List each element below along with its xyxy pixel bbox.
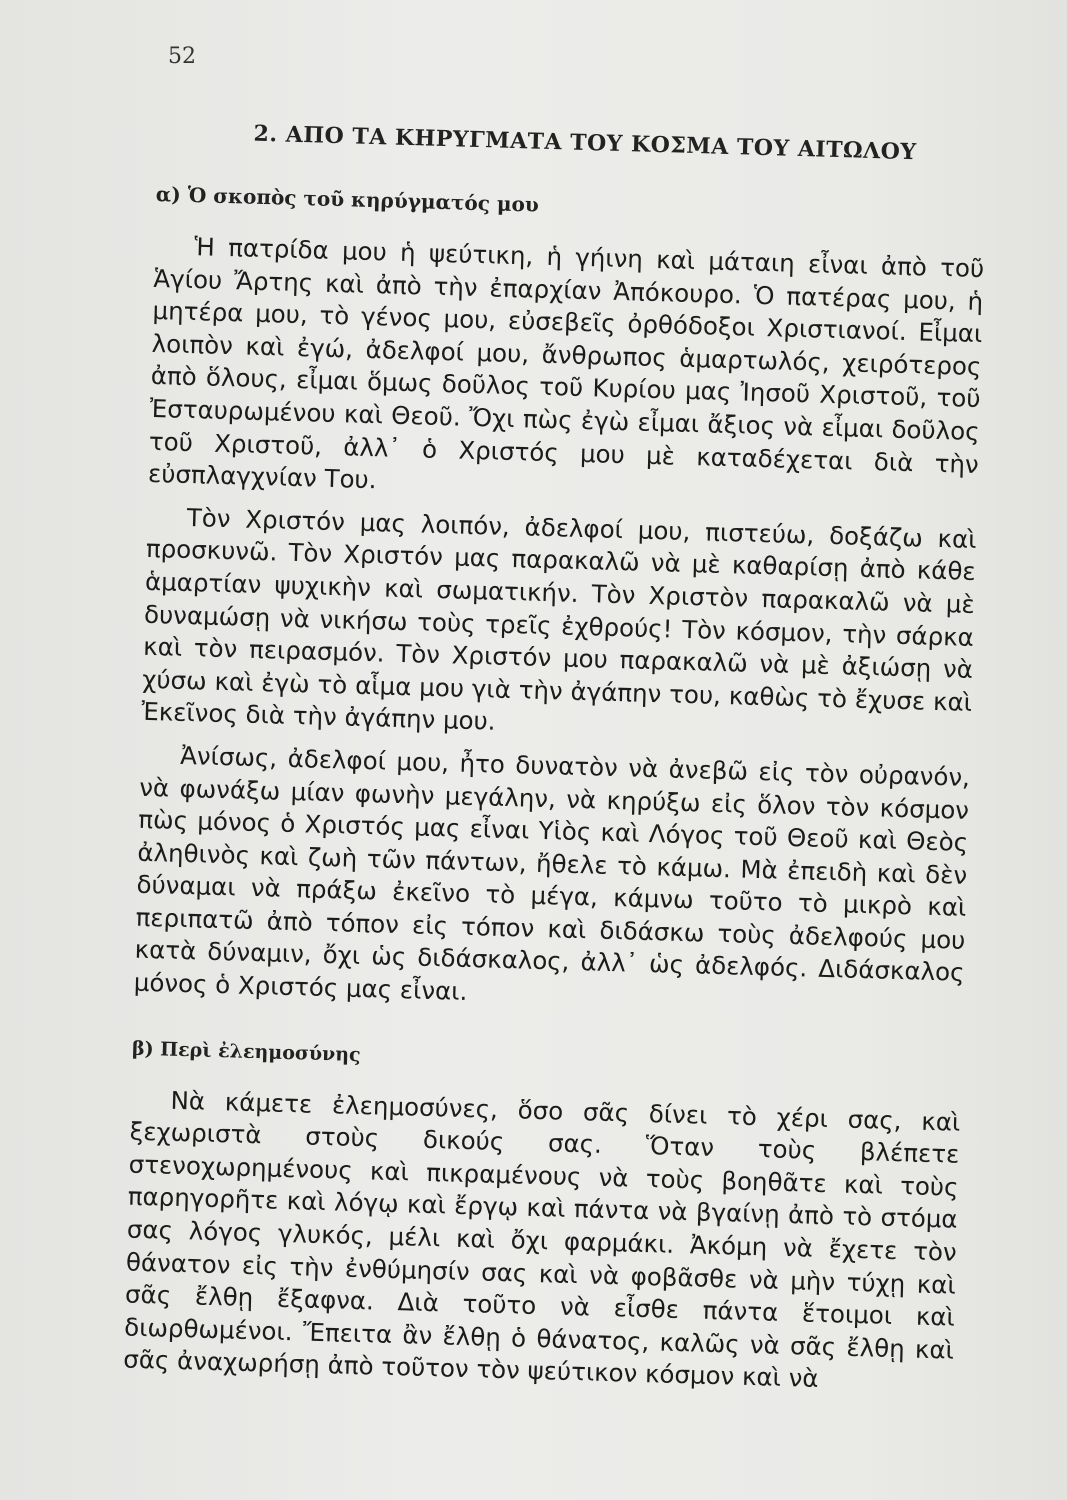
paragraph: Ἀνίσως, ἀδελφοί μου, ἦτο δυνατὸν νὰ ἀνεβῶ εἰς τὸν οὐρανόν, νὰ φωνάξω μίαν φωνὴν μεγάλην, νὰ κηρύξω εἰς ὅλον τὸν κόσμον πὼς μόνος ὁ Χριστός μας εἶναι Υἱὸς καὶ Λόγος τοῦ Θεοῦ καὶ Θεὸς ἀληθινὸς καὶ ζωὴ τῶν πάντων, ἤθελε τὸ κάμω. Μὰ ἐπειδὴ καὶ δὲν δύναμαι νὰ πράξω ἐκεῖνο τὸ μέγα, κάμνω τοῦτο τὸ μικρὸ καὶ περιπατῶ ἀπὸ τόπον εἰς τόπον καὶ διδάσκω τοὺς ἀδελφούς μου κατὰ δύναμιν, ὄχι ὡς διδάσκαλος, ἀλλ᾽ ὡς ἀδελφός. Διδάσκαλος μόνος ὁ Χριστός μας εἶναι. [133,740,971,1007]
section-on-almsgiving [123,1037,962,1399]
paragraph: Τὸν Χριστόν μας λοιπόν, ἀδελφοί μου, πιστεύω, δοξάζω καὶ προσκυνῶ. Τὸν Χριστόν μας παρακαλῶ νὰ μὲ καθαρίσῃ ἀπὸ κάθε ἁμαρτίαν ψυχικὴν καὶ σωματικήν. Τὸν Χριστὸν παρακαλῶ νὰ μὲ δυναμώσῃ νὰ νικήσω τοὺς τρεῖς ἐχθρούς! Τὸν κόσμον, τὴν σάρκα καὶ τὸν πειρασμόν. Τὸν Χριστόν μου παρακαλῶ νὰ μὲ ἀξιώσῃ νὰ χύσω καὶ ἐγὼ τὸ αἷμα μου γιὰ τὴν ἀγάπην του, καθὼς τὸ ἔχυσε καὶ Ἐκεῖνος διὰ τὴν ἀγάπην μου. [141,502,977,736]
section-purpose-of-preaching [133,182,986,1023]
section-title: α) Ὁ σκοπὸς τοῦ κηρύγματός μου [155,181,540,217]
paragraph: Νὰ κάμετε ἐλεημοσύνες, ὅσο σᾶς δίνει τὸ χέρι σας, καὶ ξεχωριστὰ στοὺς δικούς σας. Ὅταν τοὺς βλέπετε στενοχωρημένους καὶ πικραμένους νὰ τοὺς βοηθᾶτε καὶ τοὺς παρηγορῆτε καὶ λόγῳ καὶ ἔργῳ καὶ πάντα νὰ βγαίνῃ ἀπὸ τὸ στόμα σας λόγος γλυκός, μέλι καὶ ὄχι φαρμάκι. Ἀκόμη νὰ ἔχετε τὸν θάνατον εἰς τὴν ἐνθύμησίν σας καὶ νὰ φοβᾶσθε νὰ μὴν τύχῃ καὶ σᾶς ἔλθῃ ἔξαφνα. Διὰ τοῦτο νὰ εἶσθε πάντα ἕτοιμοι καὶ διωρθωμένοι. Ἔπειτα ἂν ἔλθῃ ὁ θάνατος, καλῶς νὰ σᾶς ἔλθῃ καὶ σᾶς ἀναχωρήσῃ ἀπὸ τοῦτον τὸν ψεύτικον κόσμον καὶ νὰ [122,1085,961,1394]
paragraph: Ἡ πατρίδα μου ἡ ψεύτικη, ἡ γήινη καὶ μάταιη εἶναι ἀπὸ τοῦ Ἁγίου Ἄρτης καὶ ἀπὸ τὴν ἐπαρχίαν Ἀπόκουρο. Ὁ πατέρας μου, ἡ μητέρα μου, τὸ γένος μου, εὐσεβεῖς ὀρθόδοξοι Χριστιανοί. Εἶμαι λοιπὸν καὶ ἐγώ, ἀδελφοί μου, ἄνθρωπος ἁμαρτωλός, χειρότερος ἀπὸ ὅλους, εἶμαι ὅμως δοῦλος τοῦ Κυρίου μας Ἰησοῦ Χριστοῦ, τοῦ Ἐσταυρωμένου καὶ Θεοῦ. Ὄχι πὼς ἐγὼ εἶμαι ἄξιος νὰ εἶμαι δοῦλος τοῦ Χριστοῦ, ἀλλ᾽ ὁ Χριστός μου μὲ καταδέχεται διὰ τὴν εὐσπλαγχνίαν Του. [147,232,985,495]
page-number: 52 [168,44,196,69]
chapter-title: 2. ΑΠΟ ΤΑ ΚΗΡΥΓΜΑΤΑ ΤΟΥ ΚΟΣΜΑ ΤΟΥ ΑΙΤΩΛΟΥ [253,120,917,166]
section-title: β) Περὶ ἐλεημοσύνης [131,1037,361,1066]
page-content [123,118,988,1400]
